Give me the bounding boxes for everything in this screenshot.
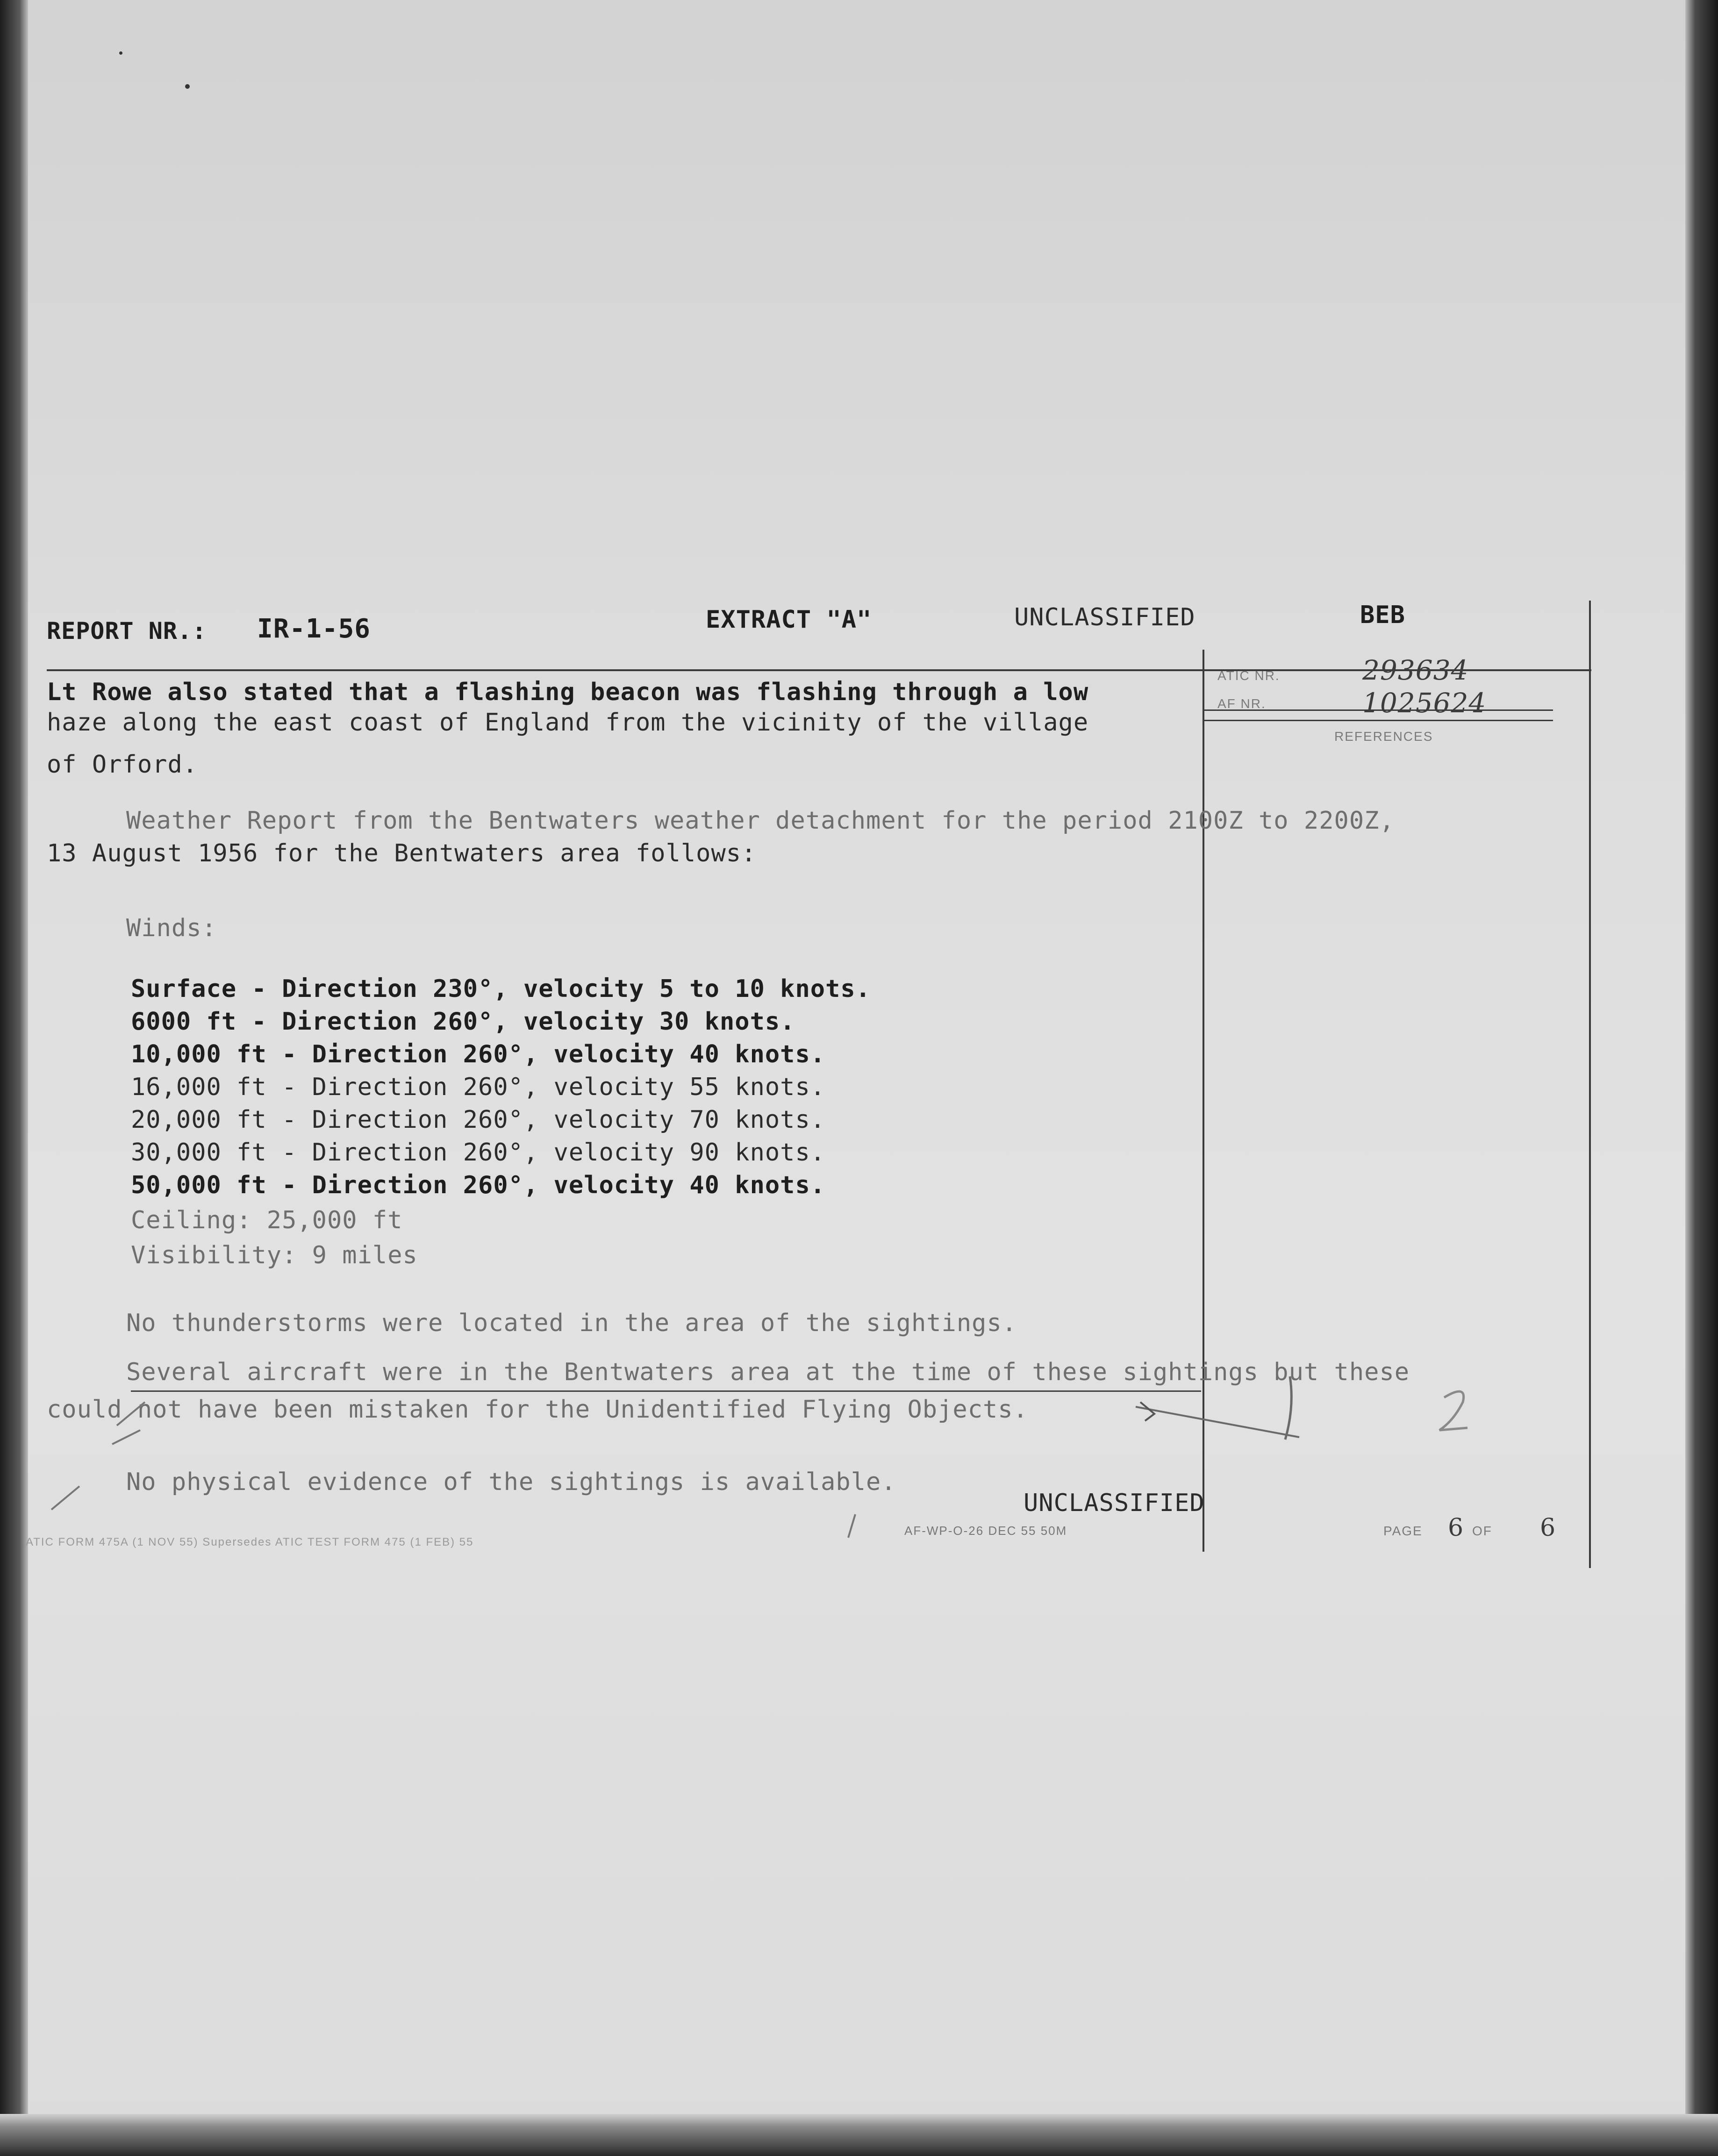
af-number-value: 1025624 bbox=[1362, 687, 1487, 719]
visibility: Visibility: 9 miles bbox=[131, 1241, 418, 1269]
winds-label: Winds: bbox=[126, 914, 217, 942]
thunderstorm-statement: No thunderstorms were located in the area of the sightings. bbox=[126, 1309, 1017, 1337]
wind-row: 20,000 ft - Direction 260°, velocity 70 knots. bbox=[131, 1106, 826, 1134]
initials: BEB bbox=[1360, 601, 1405, 629]
wind-row: 16,000 ft - Direction 260°, velocity 55 knots. bbox=[131, 1073, 826, 1101]
wind-row: 50,000 ft - Direction 260°, velocity 40 knots. bbox=[131, 1171, 826, 1199]
para2-line2: 13 August 1956 for the Bentwaters area follows: bbox=[47, 839, 757, 867]
af-number-label: AF NR. bbox=[1217, 696, 1266, 711]
wind-row: Surface - Direction 230°, velocity 5 to 10 knots. bbox=[131, 975, 871, 1003]
evidence-statement: No physical evidence of the sightings is available. bbox=[126, 1468, 896, 1496]
form-print-code: AF-WP-O-26 DEC 55 50M bbox=[904, 1524, 1067, 1538]
references-caption: REFERENCES bbox=[1334, 729, 1433, 744]
extract-title: EXTRACT "A" bbox=[706, 606, 872, 634]
page-number: 6 bbox=[1448, 1514, 1464, 1542]
report-number: IR-1-56 bbox=[257, 614, 371, 644]
para1-line3: of Orford. bbox=[47, 751, 198, 779]
para2-line1: Weather Report from the Bentwaters weather detachment for the period 2100Z to 2200Z, bbox=[126, 807, 1395, 835]
atic-number-label: ATIC NR. bbox=[1217, 668, 1280, 683]
page-label: PAGE bbox=[1383, 1524, 1423, 1538]
wind-row: 10,000 ft - Direction 260°, velocity 40 knots. bbox=[131, 1040, 826, 1068]
form-number: ATIC FORM 475A (1 NOV 55) Supersedes ATIC TEST FORM 475 (1 FEB) 55 bbox=[26, 1536, 474, 1548]
header-classification: UNCLASSIFIED bbox=[1014, 603, 1195, 631]
footer-classification: UNCLASSIFIED bbox=[1024, 1489, 1205, 1517]
para1-line1: Lt Rowe also stated that a flashing beacon was flashing through a low bbox=[47, 678, 1089, 706]
report-number-label: REPORT NR.: bbox=[47, 617, 207, 645]
wind-row: 30,000 ft - Direction 260°, velocity 90 knots. bbox=[131, 1139, 826, 1167]
page-of-label: OF bbox=[1472, 1524, 1492, 1538]
aircraft-line1: Several aircraft were in the Bentwaters area at the time of these sightings but these bbox=[126, 1358, 1410, 1386]
page-total: 6 bbox=[1540, 1514, 1556, 1542]
wind-row: 6000 ft - Direction 260°, velocity 30 knots. bbox=[131, 1008, 795, 1036]
atic-number-value: 293634 bbox=[1362, 654, 1469, 686]
ceiling: Ceiling: 25,000 ft bbox=[131, 1206, 403, 1234]
aircraft-line2: could not have been mistaken for the Unidentified Flying Objects. bbox=[47, 1396, 1028, 1424]
para1-line2: haze along the east coast of England from the vicinity of the village bbox=[47, 709, 1089, 737]
